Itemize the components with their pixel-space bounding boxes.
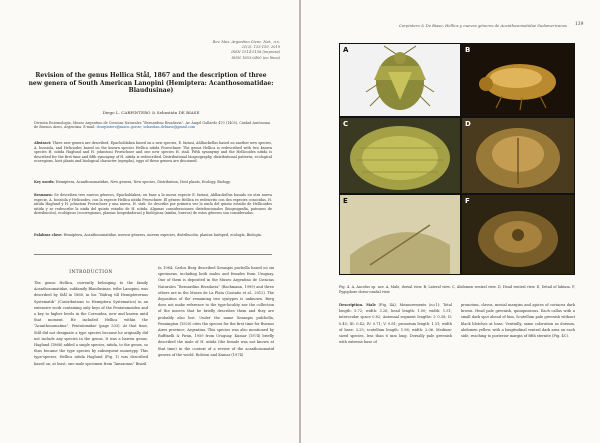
- journal-info: [150, 40, 280, 61]
- right-page: [301, 0, 600, 443]
- panel-e-labium-detail: [340, 195, 460, 274]
- issn-print: ISSN 1514-5158 (impresa): [231, 50, 280, 55]
- resumen-label: Resumen:: [34, 193, 53, 197]
- article-authors: Diego L. CARPINTERO & Sebastián DE BIASE: [102, 110, 200, 115]
- panel-c-abdomen-ventral: [340, 118, 460, 193]
- description-title: Description. Male: [339, 303, 376, 307]
- keywords-label: Key words:: [34, 180, 55, 184]
- journal-name: Rev. Mus. Argentino Cienc. Nat., n.s.: [212, 40, 280, 44]
- description-column-1: [339, 302, 452, 345]
- keywords: [34, 180, 272, 184]
- bug-lateral-image: [462, 44, 574, 116]
- pygophore-image: [462, 195, 574, 274]
- abstract: [34, 141, 272, 164]
- intro-column-1: The genus Hellica, currently belonging to the family Acanthosomatidae, subfamily Blaudusinae, tribe Lanopini, was described by Stål in 1868, in his “Bidrag till Hemipterernas Systematik” (Contributions to Hemiptera Systematics) in an extensive work containing only keys of the Pentatomoidea and a key to higher levels in the Coreoidea, new and known until that moment. He included Hellica within the “Acanthosomatina”, Pentatomidae (page 533). At that time, Stål did not designate a type species because he originally did not include any species in the genus. It was a barren genus. Haglund (1868) added a single species, nitida, to the genus, so thus became the type species by subsequent monotypy. This type-species, Hellica nitida Haglund (Fig. 1) was described based on, at least, one male specimen from “Amazonas” Brazil.: [34, 281, 148, 366]
- intro-heading: INTRODUCTION: [69, 269, 113, 274]
- article-title: Revision of the genus Hellica Stål, 1867 and the description of three new genera of South American Lanopini (Hemiptera: Acanthosomatidae: Blaudusinae): [28, 72, 274, 95]
- panel-letter-c: C: [343, 120, 349, 128]
- panel-b-lateral-view: [462, 44, 574, 116]
- figure-caption: Fig. 4. A, Ancelus sp. nov. A, Male, dorsal view. B, Lateral view. C, Abdomen ventral view. D, Head ventral view. E, Detail of labium. F, Pygophore dorso-caudal view.: [339, 285, 575, 294]
- running-head: Carpintero & De Biase: Hellica y nuevos géneros de Acanthosomatidae Sudamericanos: [398, 23, 567, 28]
- abstract-label: Abstract:: [34, 141, 52, 145]
- labium-image: [340, 195, 460, 274]
- palabras-clave: [34, 233, 272, 237]
- figure-plate: [339, 43, 575, 275]
- panel-d-head-ventral: [462, 118, 574, 193]
- resumen-text: Se describen tres nuevos géneros, Epachoblakea, en base a la nueva especie E. fariasi, Ahlbackellus basado en otra nueva especie, A. bossiola y Heliciodes, con la especie Hellica nitida Froeschner. El género Hellica es redescrito con dos especies conocidas, H. nitida Haglund y H. johnstoni Froeschner y una nueva, H. stali. Se describe por primera vez la ninfa del quinto estadio de Hellicoides nitida y se redescribe la ninfa del quinto estadio de H. nitida. Algunas consideraciones distribucionales (biogeografía, patrones de distribución), ecológicas (ecorregiones, plantas hospedadoras) y biológicas (ninfas, huevos) de estos géneros son consideradas.: [34, 193, 272, 215]
- keywords-text: Hemiptera, Acanthosomatidae, New genera, New species, Distribution, Host plants, Ecology, Biology.: [55, 180, 231, 184]
- panel-letter-a: A: [343, 46, 349, 54]
- palabras-label: Palabras clave:: [34, 233, 63, 237]
- author-emails[interactable]: dcarpintero@macn.gov.ar; sebastian.debiase@gmail.com: [96, 125, 196, 130]
- panel-a-dorsal-view: [340, 44, 460, 116]
- page-number: 139: [575, 22, 584, 27]
- description-column-2: pronotum, clavus, mesial margins and apices of coriacea dark brown. Head pale greenish, quinquineous. Each callus with a small dark spot ahead of him. Scutellum pale greenish without black blotches at base. Ventrally, same coloration as dorsum, abdomen yellow, with a longitudinal ventral dark area on each side, reaching to posterior margin of fifth sternite (Fig. 4C).: [461, 303, 575, 339]
- head-ventral-image: [462, 118, 574, 193]
- panel-letter-b: B: [465, 46, 471, 54]
- palabras-text: Hemiptera, Acanthosomatidae, nuevos géneros, nuevas especies, distribución, plantas huésped, ecología, Biología.: [63, 233, 262, 237]
- section-divider: [34, 254, 272, 255]
- abstract-text: Three new genera are described, Epachoblakea based on a new species, E. fariasi, Ahlbackellus based on another new species, A. bossiola, and Heliciodes based on the known species Hellica nitida Froeschner. The genus Hellica is redescribed with two known species H. nitida Haglund and H. johnstoni Froeschner and one new species H. stali. Fifth synonymy and the Hellicoides nitida is described for the first time and fifth synonymy of H. nitida is redescribed. Distributional biogeography, distributional patterns, ecological ecoregions, host plants and biological character (nymphs), eggs of these genera are discussed.: [34, 141, 273, 163]
- panel-letter-d: D: [465, 120, 471, 128]
- intro-column-2: In 1984, Carlos Berg described Xenaspis puchella based on six specimens, including both males and females from Uruguay. One of them is deposited in the Museo Argentino de Ciencias Naturales “Bernardino Rivadavia” (Bachmann, 1999) and three others are in the Museo de La Plata (Castaño et al., 2012). The deposition of the remaining two syntypes is unknown. Berg does not make reference to the type-locality nor the collection of the insects that he briefly describes them and they are probably also lost. Under the name Xenaspis pulchella, Pennington (1920) cites the species for the first time for Buenos Aires province, Argentina. This species was also mentioned by Ruffinelli & Pirán, 1959 from Uruguay. Kumar (1974) briefly described the male of H. nitida (the female was not known at that time) in the context of a review of the acanthosomatid genera of the world. Rolston and Kumar (1974): [158, 266, 274, 357]
- author-affiliation: [34, 121, 272, 130]
- panel-f-pygophore: [462, 195, 574, 274]
- issn-online: ISSN 1853-0400 (en línea): [231, 55, 280, 60]
- affiliation-text: División Entomología, Museo Argentino de Ciencias Naturales “Bernardino Rivadavia”. Av. Ángel Gallardo 470 (1405), Ciudad Autónoma de Buenos Aires, Argentina. E-mail:: [34, 121, 271, 130]
- bug-dorsal-image: [340, 44, 460, 116]
- panel-letter-e: E: [343, 197, 348, 205]
- journal-volume: 21(2): 133-159, 2019: [241, 45, 280, 50]
- panel-letter-f: F: [465, 197, 470, 205]
- description-text-1: (Fig. 4A). Measurements (n=1): Total length: 5.72; width: 3.26; head length: 1.00; width: 1.51; interocular space 0.82; Antennal segment lengths: I: 0.38; II: 0.45; III: 0.42; IV: 0.71; V: 0.81; pronotum length: 1.31; width of base: 3.25; scutellum length: 1.96; width: 2.06. Medium-sized species, less than 6 mm long. Dorsally pale greenish with extreme base of: [339, 303, 452, 345]
- resumen: [34, 193, 272, 216]
- left-page: [0, 0, 299, 443]
- abdomen-image: [340, 118, 460, 193]
